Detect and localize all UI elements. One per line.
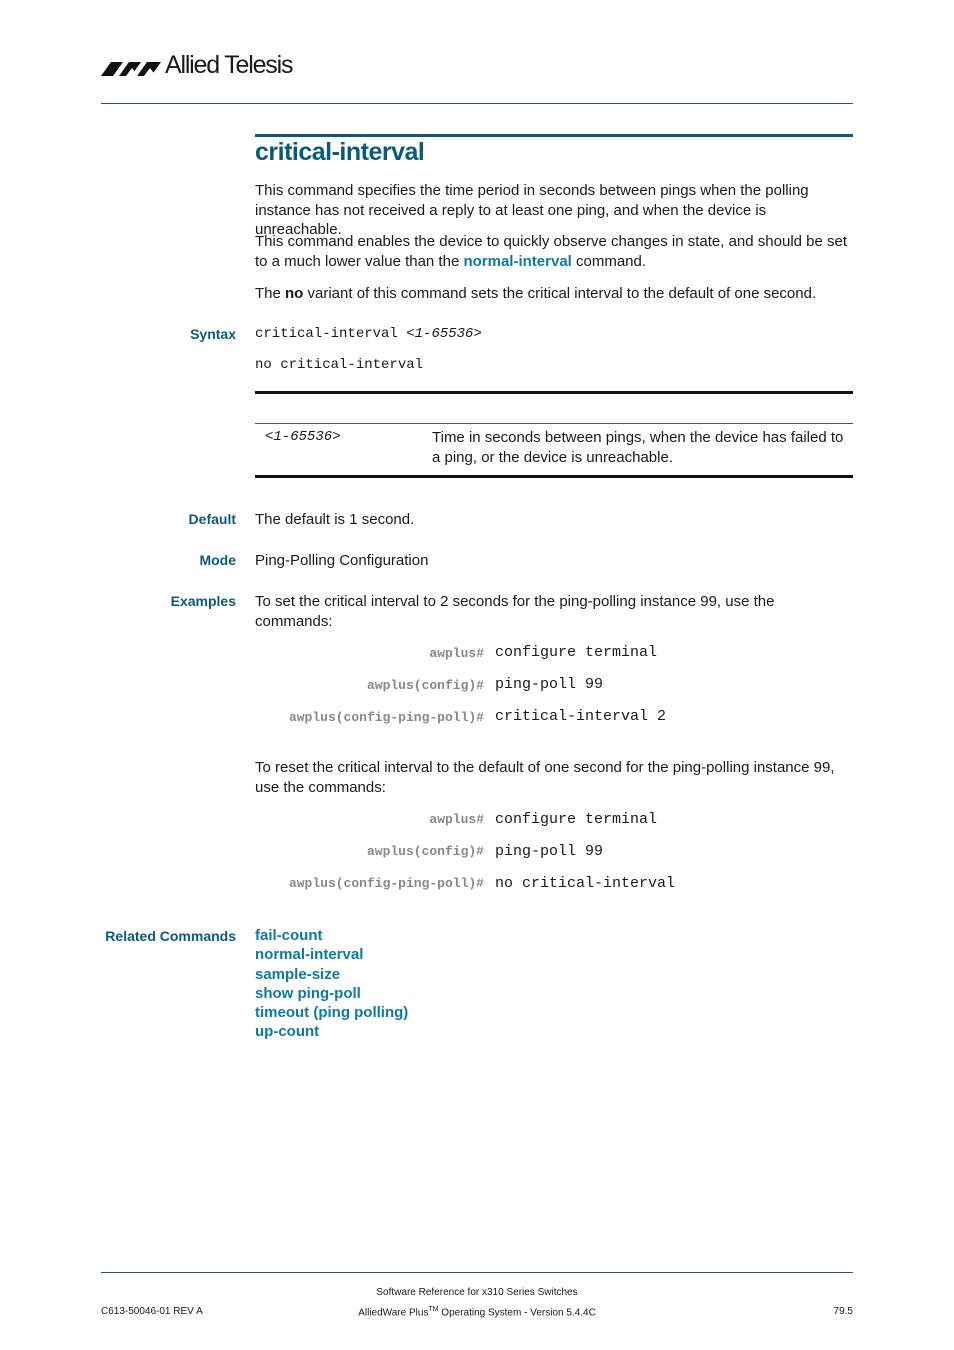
intro-paragraph-3 [255,284,855,304]
footer-doc-title: Software Reference for x310 Series Switches [376,1287,578,1298]
example-1-command-2: ping-poll 99 [495,676,604,693]
intro-3-text: The [255,285,286,302]
syntax-param: <1-65536> [406,326,482,342]
param-description: Time in seconds between pings, when the device has failed to a ping, or the device is unreachable. [432,429,844,466]
intro-2-text-end: command. [571,252,647,270]
param-table-bottom-rule [255,475,853,478]
syntax-line-2: no critical-interval [255,357,424,373]
param-name: <1-65536> [265,429,341,445]
footer-rule [101,1272,853,1273]
footer-page-number: 79.5 [833,1306,853,1317]
intro-3-text-end: variant of this command sets the critical interval to the default of one second. [303,285,817,302]
normal-interval-link[interactable]: normal-interval [463,252,572,270]
example-2-prompt-3: awplus(config-ping-poll)# [288,876,484,891]
logo-text: Allied Telesis [165,51,293,79]
example-2-prompt-1: awplus# [429,812,484,827]
examples-label: Examples [170,593,236,609]
related-link-timeout[interactable]: timeout (ping polling) [255,1004,409,1022]
syntax-label: Syntax [190,326,236,342]
example-2-command-1: configure terminal [495,811,658,828]
footer-version: Operating System - Version 5.4.4C [438,1307,596,1319]
default-label: Default [188,511,236,527]
default-text: The default is 1 second. [255,511,415,528]
mode-text: Ping-Polling Configuration [255,552,429,569]
related-link-up-count[interactable]: up-count [255,1023,320,1041]
related-commands-label: Related Commands [105,928,236,944]
syntax-line-1 [255,326,482,342]
page-title: critical-interval [255,138,425,166]
related-link-sample-size[interactable]: sample-size [255,965,341,983]
related-link-fail-count[interactable]: fail-count [255,927,323,944]
param-table-top-rule [255,391,853,394]
related-link-show-ping-poll[interactable]: show ping-poll [255,984,361,1002]
intro-paragraph-1: This command specifies the time period in seconds between pings when the polling instance has not received a reply to at least one ping, and when the device is unreachable. [255,182,809,238]
footer-trademark: TM [428,1306,439,1313]
example-2-command-3: no critical-interval [495,875,676,892]
mode-label: Mode [199,552,236,568]
related-commands-list [255,926,408,1042]
example-1-command-1: configure terminal [495,644,658,661]
footer-product: AlliedWare Plus [358,1307,429,1319]
param-table-header-rule [255,423,853,424]
example-1-prompt-2: awplus(config)# [366,678,484,693]
intro-paragraph-2 [255,232,855,271]
allied-telesis-logo [101,50,301,82]
example-1-prompt-1: awplus# [429,646,484,661]
logo-mark-icon [101,54,165,84]
related-link-normal-interval[interactable]: normal-interval [255,946,364,964]
example-1-prompt-3: awplus(config-ping-poll)# [288,710,484,725]
example-2-command-2: ping-poll 99 [495,843,604,860]
footer-os-version [0,1306,954,1318]
examples-text-1: To set the critical interval to 2 seconds for the ping-polling instance 99, use the commands: [255,593,775,630]
syntax-command: critical-interval [255,326,407,342]
header-rule [101,103,853,104]
example-2-prompt-2: awplus(config)# [366,844,484,859]
intro-2-text: This command enables the device to quickly observe changes in state, and should be set to a much lower value than the [255,233,848,270]
examples-text-2: To reset the critical interval to the default of one second for the ping-polling instance 99, use the commands: [255,759,835,796]
example-1-command-3: critical-interval 2 [495,708,667,725]
title-rule [255,134,853,137]
footer-doc-id: C613-50046-01 REV A [101,1306,203,1317]
no-keyword: no [285,285,304,302]
